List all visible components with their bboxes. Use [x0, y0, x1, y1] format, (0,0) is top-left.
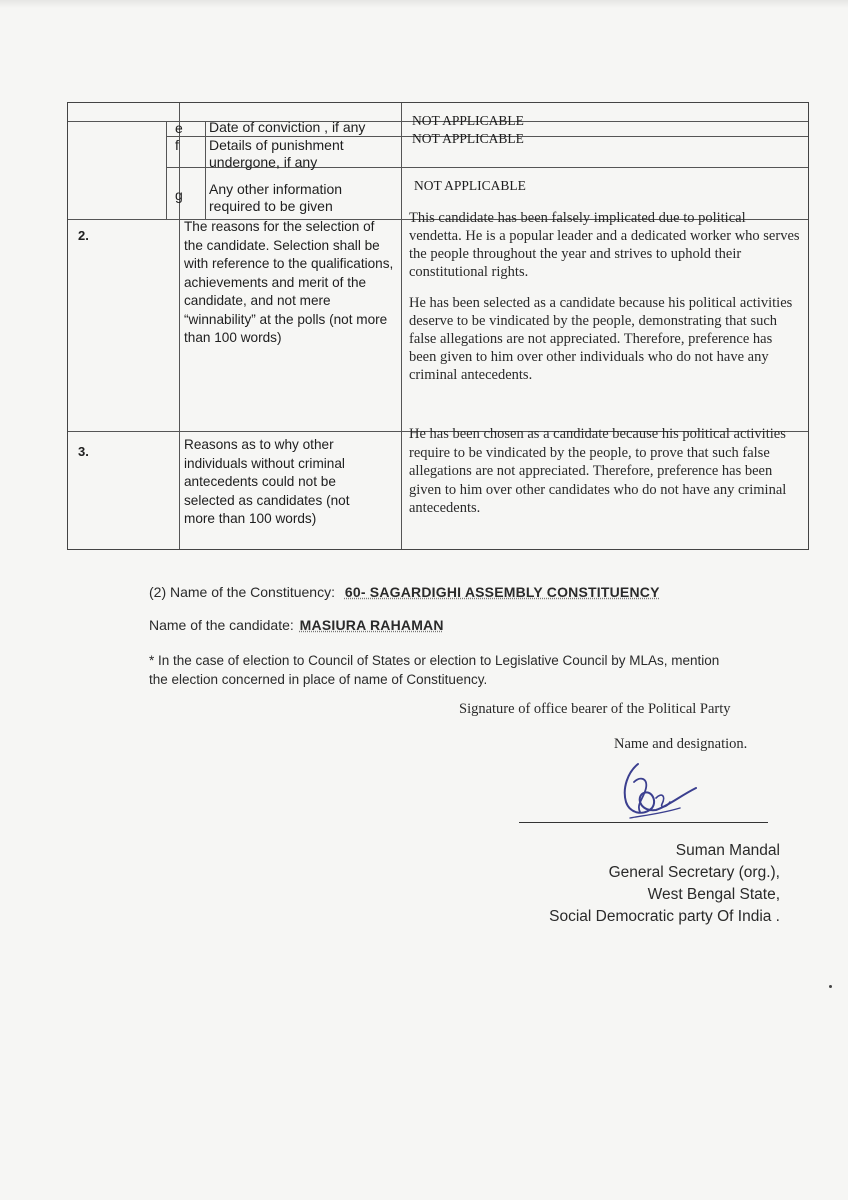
row-2-answer-paragraph-2: He has been selected as a candidate because his political activities deserve to be vindicated by the people, demonstrating that such false allegations are not appreciated. Therefore, preference has been given to him over other individuals who do not have any criminal antecedents.: [409, 295, 793, 383]
signatory-designation: General Secretary (org.),: [608, 864, 780, 881]
row-3-number: 3.: [78, 444, 89, 459]
row-2-question: The reasons for the selection of the candidate. Selection shall be with reference to the qualifications, achievements and merit of the candidate, and not mere “winnability” at the polls (not more than 100 words): [184, 219, 394, 345]
constituency-line: [149, 584, 660, 600]
row-f-letter: f: [175, 137, 179, 153]
signatory-name: Suman Mandal: [675, 842, 780, 859]
row-2-number: 2.: [78, 228, 89, 243]
scan-edge: [0, 0, 848, 8]
row-e-letter: e: [175, 120, 183, 136]
row-e-label: Date of conviction , if any: [209, 119, 366, 135]
candidate-label: Name of the candidate:: [149, 617, 294, 633]
scan-speck: [829, 985, 832, 988]
candidate-value: MASIURA RAHAMAN: [299, 617, 444, 633]
row-2-answer-paragraph-1: This candidate has been falsely implicated due to political vendetta. He is a popular leader and a dedicated worker who serves the people throughout the year and strives to uphold their constitutional rights.: [409, 210, 800, 280]
row-f-value: NOT APPLICABLE: [412, 131, 524, 146]
candidate-line: [149, 617, 444, 633]
handwritten-signature: [600, 758, 710, 828]
signature-line: [519, 822, 768, 823]
col-divider-answer: [401, 103, 402, 549]
row-3-question: Reasons as to why other individuals without criminal antecedents could not be selected as candidates (not more than 100 words): [184, 437, 350, 526]
name-designation-caption: Name and designation.: [614, 736, 748, 752]
row-3-answer: He has been chosen as a candidate because his political activities require to be vindicated by the people, to prove that such false allegations are not appreciated. Therefore, preference has been given to him over other candidates who do not have any criminal antecedents.: [409, 426, 787, 516]
row-e-value: NOT APPLICABLE: [412, 113, 524, 128]
col-divider-question: [179, 103, 180, 549]
signatory-block: [549, 840, 780, 928]
signatory-state: West Bengal State,: [647, 886, 780, 903]
details-table: [67, 102, 809, 550]
row-g-value: NOT APPLICABLE: [414, 178, 526, 193]
signature-caption: Signature of office bearer of the Political Party: [459, 701, 731, 717]
row-g-label: Any other information required to be given: [209, 181, 343, 214]
row-2-answer: [409, 209, 801, 397]
row-f-label: Details of punishment undergone, if any: [209, 137, 344, 170]
row-g-letter: g: [175, 187, 183, 203]
constituency-label: (2) Name of the Constituency:: [149, 584, 335, 600]
footnote: * In the case of election to Council of States or election to Legislative Council by MLAs, mention the election concerned in place of name of Constituency.: [149, 653, 720, 687]
signatory-party: Social Democratic party Of India .: [549, 908, 780, 925]
constituency-value: 60- SAGARDIGHI ASSEMBLY CONSTITUENCY: [344, 584, 660, 600]
